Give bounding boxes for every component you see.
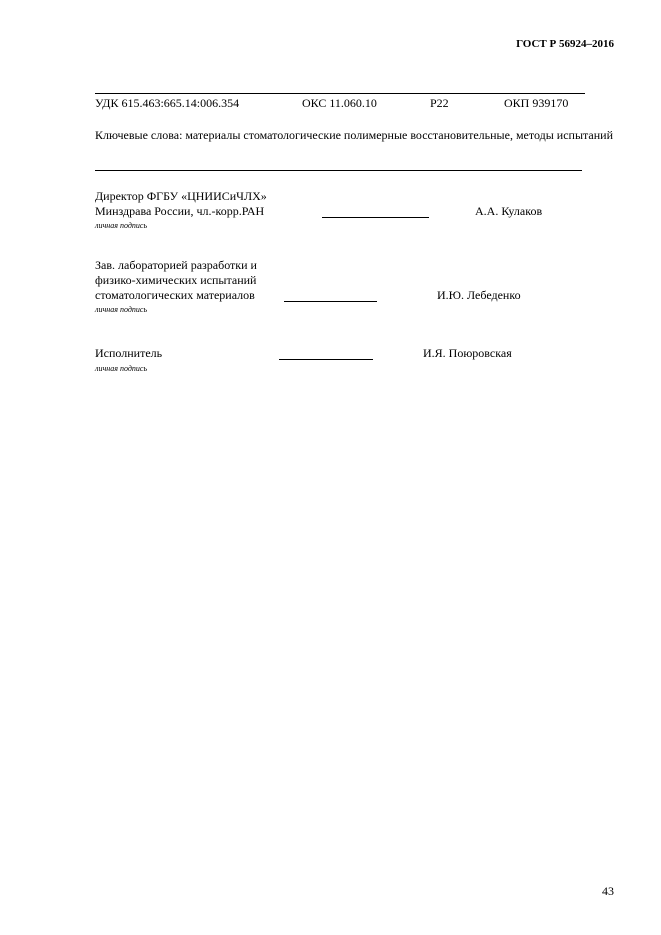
oks-code: ОКС 11.060.10 xyxy=(302,96,377,110)
okp-code: ОКП 939170 xyxy=(504,96,569,110)
signatory-2-position-line-1: Зав. лабораторией разработки и xyxy=(95,258,257,272)
signatory-1-caption: личная подпись xyxy=(95,221,148,230)
signatory-2-position-line-2: физико-химических испытаний xyxy=(95,273,257,287)
standard-header: ГОСТ Р 56924–2016 xyxy=(516,38,614,50)
signatory-3-name: И.Я. Поюровская xyxy=(423,346,512,360)
keywords: Ключевые слова: материалы стоматологические полимерные восстановительные, методы испытаний xyxy=(95,128,613,142)
signatory-2-caption: личная подпись xyxy=(95,305,148,314)
signatory-1-position-line-2: Минздрава России, чл.-корр.РАН xyxy=(95,204,265,218)
udk-code: УДК 615.463:665.14:006.354 xyxy=(95,96,240,110)
page-number: 43 xyxy=(602,884,614,898)
signatory-3-caption: личная подпись xyxy=(95,364,148,373)
signatory-1-name: А.А. Кулаков xyxy=(475,204,543,218)
signatory-3-signature-line xyxy=(279,359,373,360)
top-rule xyxy=(95,93,585,94)
signatory-1-signature-line xyxy=(322,217,429,218)
signatory-2-name: И.Ю. Лебеденко xyxy=(437,288,521,302)
signatory-2-signature-line xyxy=(284,301,377,302)
signatory-3-position-line-1: Исполнитель xyxy=(95,346,163,360)
signatory-2-position-line-3: стоматологических материалов xyxy=(95,288,255,302)
keywords-rule xyxy=(95,170,582,171)
signatory-1-position-line-1: Директор ФГБУ «ЦНИИСиЧЛХ» xyxy=(95,189,267,203)
category-code: Р22 xyxy=(430,96,449,110)
